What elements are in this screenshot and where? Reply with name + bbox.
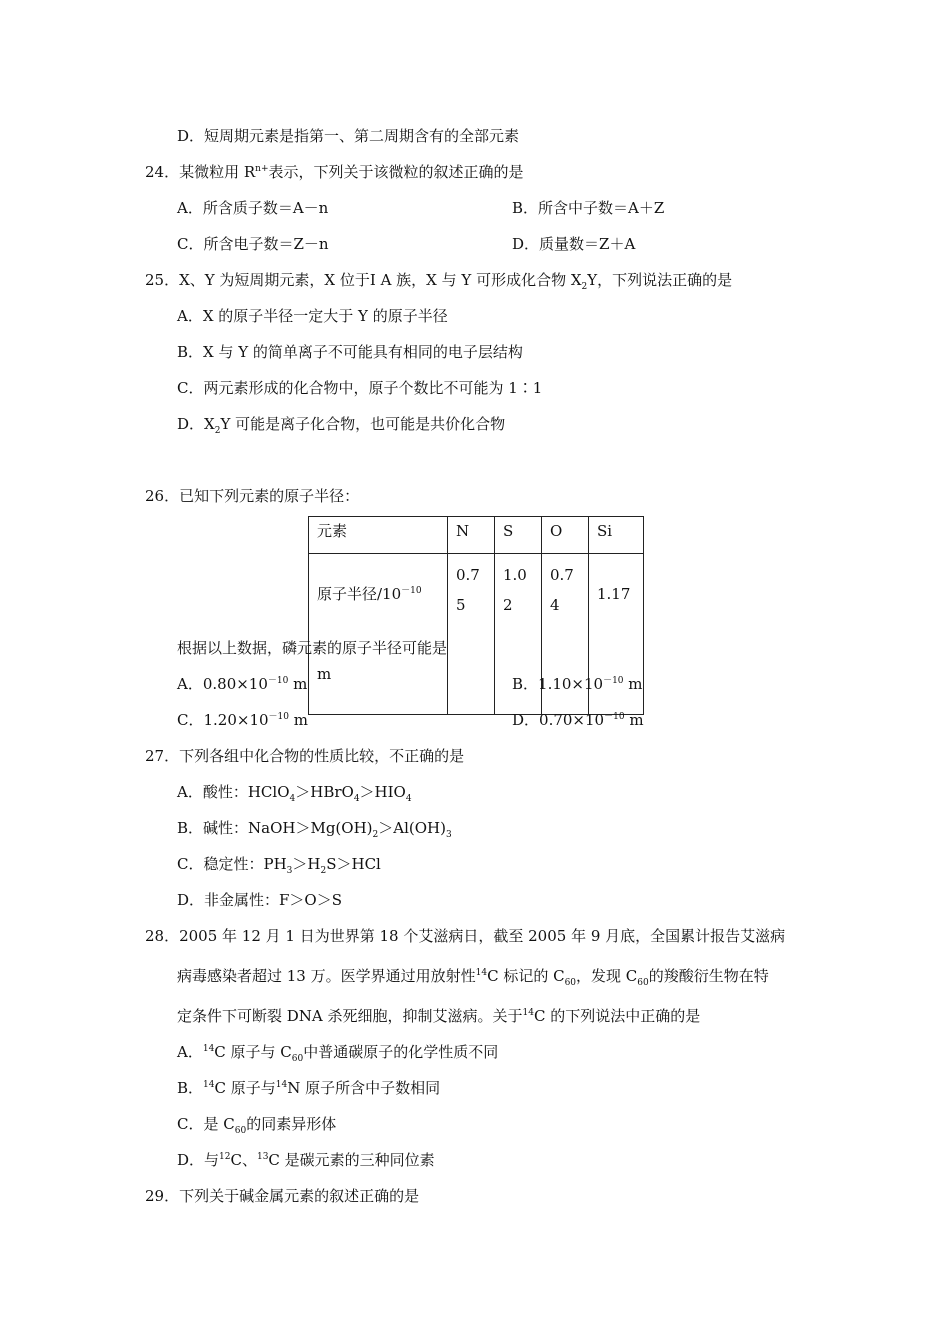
option-25b: B．X 与 Y 的简单离子不可能具有相同的电子层结构 (177, 343, 523, 361)
question-28-line-2: 病毒感染者超过 13 万。医学界通过用放射性$^{14}$C 标记的 $C_{60}$，发现 $C_{60}$的羧酸衍生物在特 (177, 967, 769, 988)
option-27c: C．稳定性：$PH_3>H_2S>HCl$ (177, 855, 381, 876)
table-header-element: 元素 (309, 517, 448, 554)
option-27d: D．非金属性：F＞O＞S (177, 891, 343, 909)
option-28d: D．与$^{12}$C、$^{13}$C 是碳元素的三种同位素 (177, 1151, 435, 1169)
option-24a: A．所含质子数＝A－n (177, 199, 329, 217)
option-24d: D．质量数＝Z＋A (512, 235, 636, 253)
option-27b: B．碱性：$NaOH>Mg(OH)_2>Al(OH)_3$ (177, 819, 452, 840)
option-25d: D．$X_2Y$ 可能是离子化合物，也可能是共价化合物 (177, 415, 506, 436)
table-header-o: O (542, 517, 589, 554)
question-28-line-3: 定条件下可断裂 DNA 杀死细胞，抑制艾滋病。关于$^{14}$C 的下列说法中正确的是 (177, 1007, 701, 1025)
option-26b: B．$1.10\times 10^{-10}$ m (512, 675, 643, 693)
question-28-line-1: 28．2005 年 12 月 1 日为世界第 18 个艾滋病日，截至 2005 年 9 月底，全国累计报告艾滋病 (145, 927, 786, 945)
table-row-label: 原子半径$/10^{-10}$ m (309, 554, 448, 715)
option-26a: A．$0.80\times 10^{-10}$ m (177, 675, 308, 693)
option-27a: A．酸性：$HClO_4>HBrO_4>HIO_4$ (177, 783, 412, 804)
option-25c: C．两元素形成的化合物中，原子个数比不可能为 1∶1 (177, 379, 543, 397)
table-cell-si: 1.17 (589, 554, 644, 715)
table-cell-n: 0.7 5 (448, 554, 495, 715)
option-23d: D．短周期元素是指第一、第二周期含有的全部元素 (177, 127, 520, 145)
table-header-n: N (448, 517, 495, 554)
table-header-s: S (495, 517, 542, 554)
option-24b: B．所含中子数＝A＋Z (512, 199, 665, 217)
question-27: 27．下列各组中化合物的性质比较，不正确的是 (145, 747, 465, 765)
question-24: 24．某微粒用 $R^{n+}$表示，下列关于该微粒的叙述正确的是 (145, 163, 524, 181)
option-28a: A．$^{14}$C 原子与 $C_{60}$中普通碳原子的化学性质不同 (177, 1043, 499, 1064)
table-cell-s: 1.0 2 (495, 554, 542, 715)
option-25a: A．X 的原子半径一定大于 Y 的原子半径 (177, 307, 448, 325)
option-24c: C．所含电子数＝Z－n (177, 235, 329, 253)
table-cell-o: 0.7 4 (542, 554, 589, 715)
option-28c: C．是 $C_{60}$的同素异形体 (177, 1115, 337, 1136)
question-25: 25．X、Y 为短周期元素，X 位于Ⅰ A 族，X 与 Y 可形成化合物 $X_2Y$，下列说法正确的是 (145, 271, 733, 292)
question-26-prompt: 根据以上数据，磷元素的原子半径可能是 (177, 639, 448, 657)
table-header-si: Si (589, 517, 644, 554)
question-29: 29．下列关于碱金属元素的叙述正确的是 (145, 1187, 420, 1205)
question-26: 26．已知下列元素的原子半径： (145, 487, 360, 505)
option-26c: C．$1.20\times 10^{-10}$ m (177, 711, 308, 729)
option-26d: D．$0.70\times 10^{-10}$ m (512, 711, 644, 729)
option-28b: B．$^{14}$C 原子与$^{14}$N 原子所含中子数相同 (177, 1079, 441, 1097)
